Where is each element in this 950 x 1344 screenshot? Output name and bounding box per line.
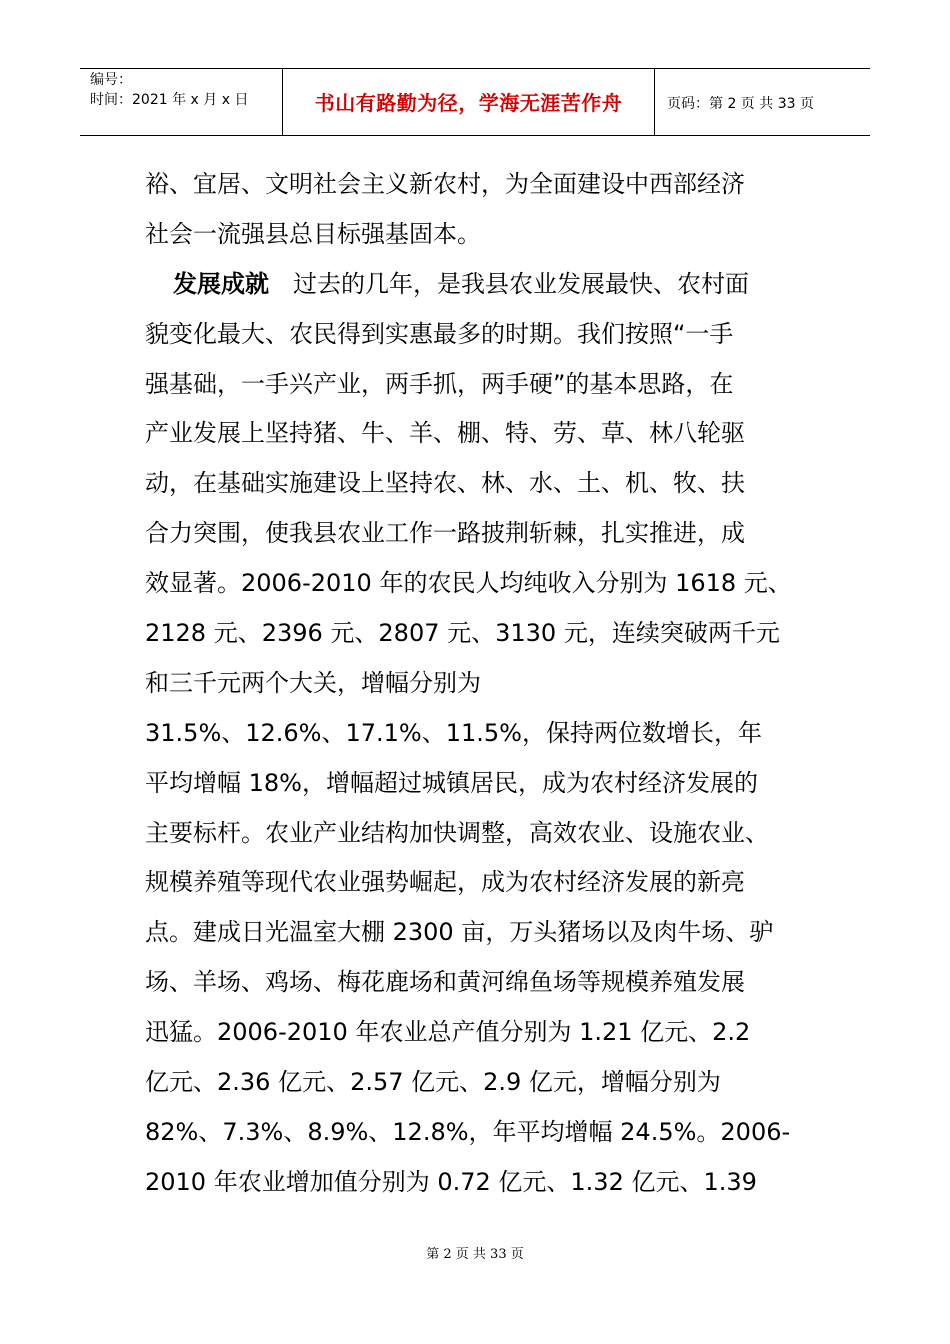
- header-meta-cell: [80, 69, 283, 135]
- body-line: 平均增幅 18%，增幅超过城镇居民，成为农村经济发展的: [145, 768, 758, 797]
- body-line: 合力突围，使我县农业工作一路披荆斩棘，扎实推进，成: [145, 519, 745, 548]
- document-header: [80, 68, 870, 136]
- body-line: 主要标杆。农业产业结构加快调整，高效农业、设施农业、: [145, 818, 769, 847]
- body-line: 效显著。2006-2010 年的农民人均纯收入分别为 1618 元、: [145, 569, 792, 598]
- header-page-info: 页码：第 2 页 共 33 页: [667, 96, 814, 112]
- page-footer: 第 2 页 共 33 页: [426, 1247, 524, 1262]
- body-line: 31.5%、12.6%、17.1%、11.5%，保持两位数增长，年: [145, 718, 762, 747]
- body-line: 2128 元、2396 元、2807 元、3130 元，连续突破两千元: [145, 619, 780, 648]
- document-number-label: 编号：: [90, 72, 132, 88]
- header-motto-cell: [283, 69, 655, 135]
- body-line: 规模养殖等现代农业强势崛起，成为农村经济发展的新亮: [145, 868, 745, 897]
- body-line-text: 过去的几年，是我县农业发展最快、农村面: [293, 269, 749, 298]
- body-line: 强基础，一手兴产业，两手抓，两手硬”的基本思路，在: [145, 369, 734, 398]
- body-line: 和三千元两个大关，增幅分别为: [145, 668, 481, 697]
- body-line: 社会一流强县总目标强基固本。: [145, 219, 481, 248]
- section-heading: 发展成就: [173, 269, 269, 298]
- header-motto: 书山有路勤为径，学海无涯苦作舟: [314, 91, 623, 115]
- body-line: 点。建成日光温室大棚 2300 亩，万头猪场以及肉牛场、驴: [145, 918, 774, 947]
- document-date: 时间：2021 年 x 月 x 日: [90, 92, 249, 108]
- body-line: 产业发展上坚持猪、牛、羊、棚、特、劳、草、林八轮驱: [145, 419, 745, 448]
- body-line: 82%、7.3%、8.9%、12.8%，年平均增幅 24.5%。2006-: [145, 1117, 791, 1146]
- document-body: [145, 160, 810, 1208]
- body-line: 貌变化最大、农民得到实惠最多的时期。我们按照“一手: [145, 319, 734, 348]
- section-first-line: [145, 260, 810, 310]
- header-page-cell: [655, 69, 870, 135]
- body-line: 动，在基础实施建设上坚持农、林、水、土、机、牧、扶: [145, 469, 745, 498]
- body-line: 2010 年农业增加值分别为 0.72 亿元、1.32 亿元、1.39: [145, 1167, 757, 1196]
- body-line: 场、羊场、鸡场、梅花鹿场和黄河绵鱼场等规模养殖发展: [145, 968, 745, 997]
- body-line: 亿元、2.36 亿元、2.57 亿元、2.9 亿元，增幅分别为: [145, 1068, 721, 1097]
- body-line: 迅猛。2006-2010 年农业总产值分别为 1.21 亿元、2.2: [145, 1018, 751, 1047]
- body-line: 裕、宜居、文明社会主义新农村，为全面建设中西部经济: [145, 170, 745, 198]
